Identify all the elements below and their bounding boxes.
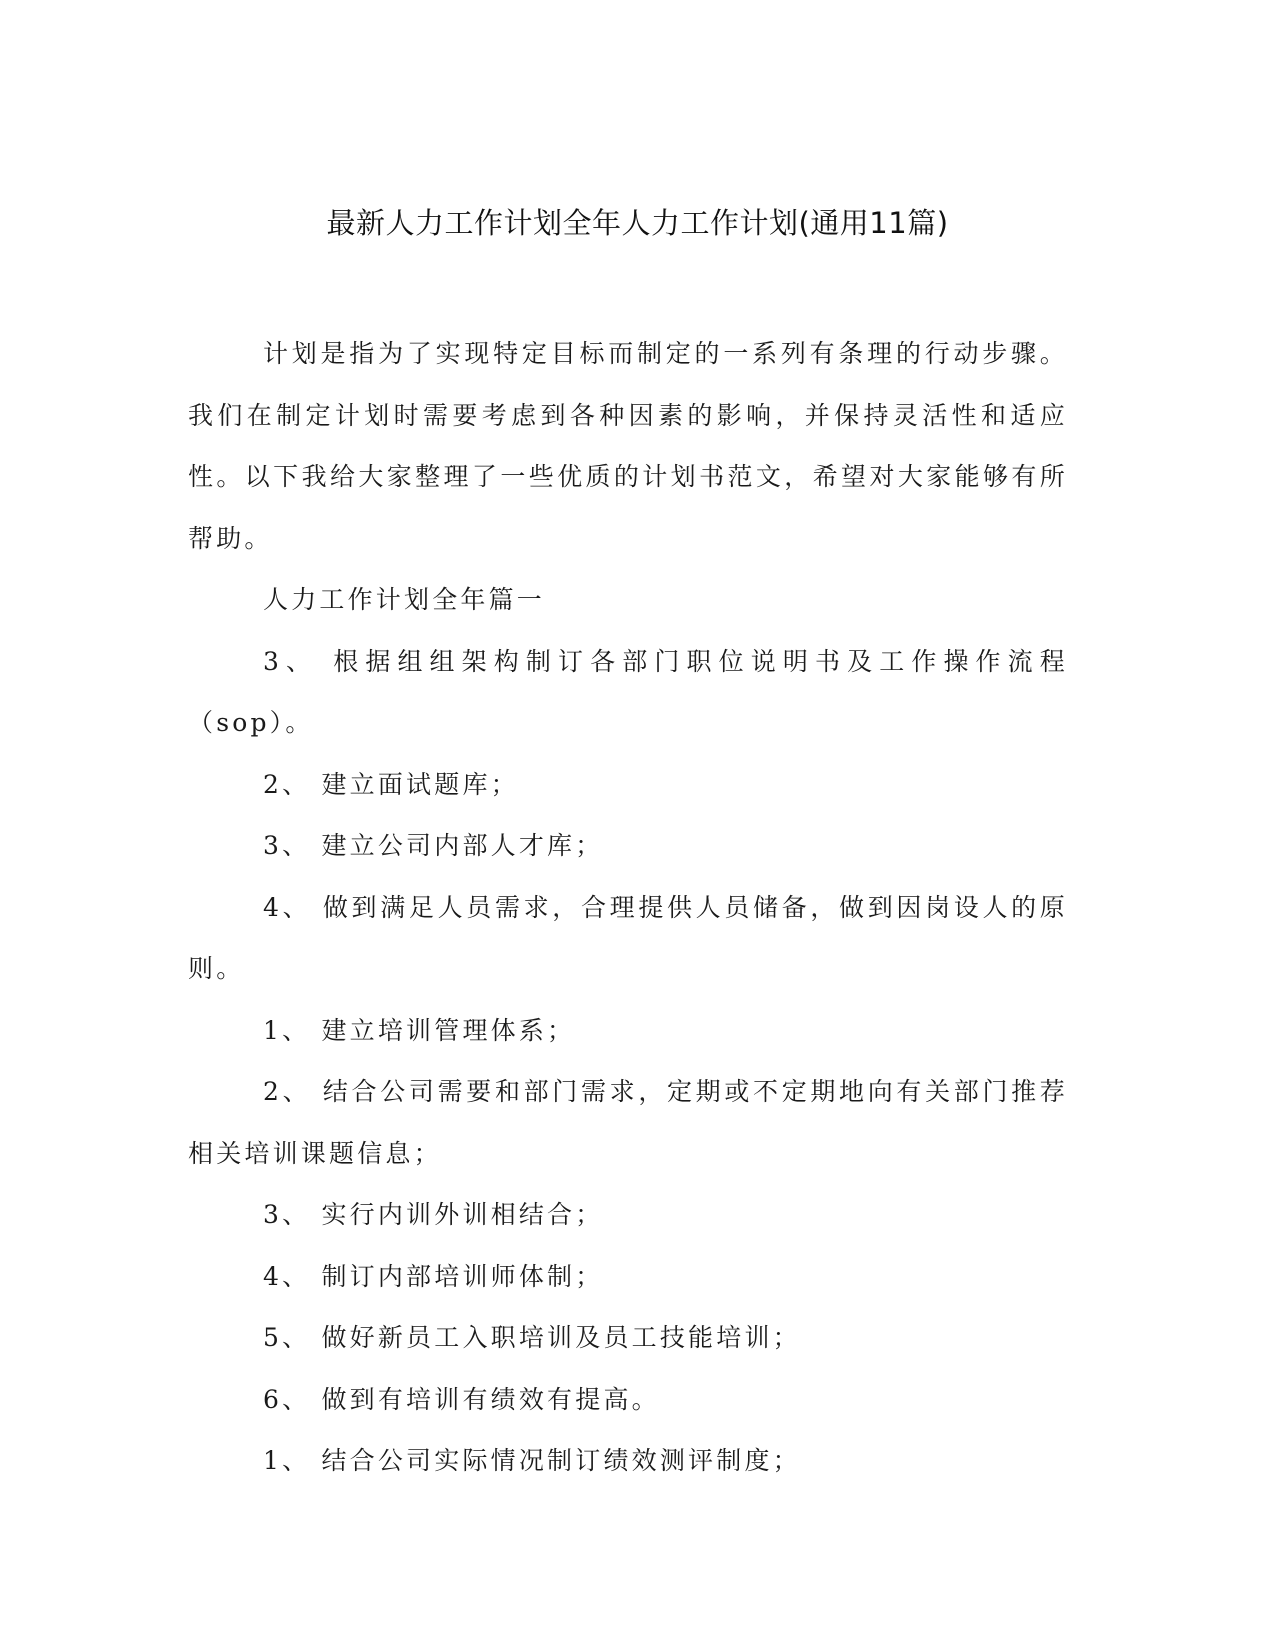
list-item: 1、 建立培训管理体系； (263, 1015, 576, 1045)
document-body (188, 323, 1068, 1492)
section-heading: 人力工作计划全年篇一 (263, 585, 546, 614)
list-item: 4、 做到满足人员需求，合理提供人员储备，做到因岗设人的原则。 (188, 892, 1068, 983)
list-item: 6、 做到有培训有绩效有提高。 (263, 1384, 660, 1414)
list-item: 1、 结合公司实际情况制订绩效测评制度； (263, 1446, 801, 1475)
list-item: 4、 制订内部培训师体制； (263, 1261, 604, 1291)
list-item: 3、 建立公司内部人才库； (263, 831, 604, 860)
list-item: 3、 实行内训外训相结合； (263, 1200, 604, 1229)
list-item: 5、 做好新员工入职培训及员工技能培训； (263, 1323, 801, 1352)
document-title: 最新人力工作计划全年人力工作计划(通用11篇) (326, 206, 949, 240)
list-item: 2、 结合公司需要和部门需求，定期或不定期地向有关部门推荐相关培训课题信息； (188, 1077, 1068, 1168)
intro-paragraph: 计划是指为了实现特定目标而制定的一系列有条理的行动步骤。我们在制定计划时需要考虑到各种因素的影响，并保持灵活性和适应性。以下我给大家整理了一些优质的计划书范文，希望对大家能够有所帮助。 (188, 339, 1068, 553)
list-item: 3、 根据组组架构制订各部门职位说明书及工作操作流程（sop）。 (188, 646, 1068, 737)
list-item: 2、 建立面试题库； (263, 769, 519, 799)
